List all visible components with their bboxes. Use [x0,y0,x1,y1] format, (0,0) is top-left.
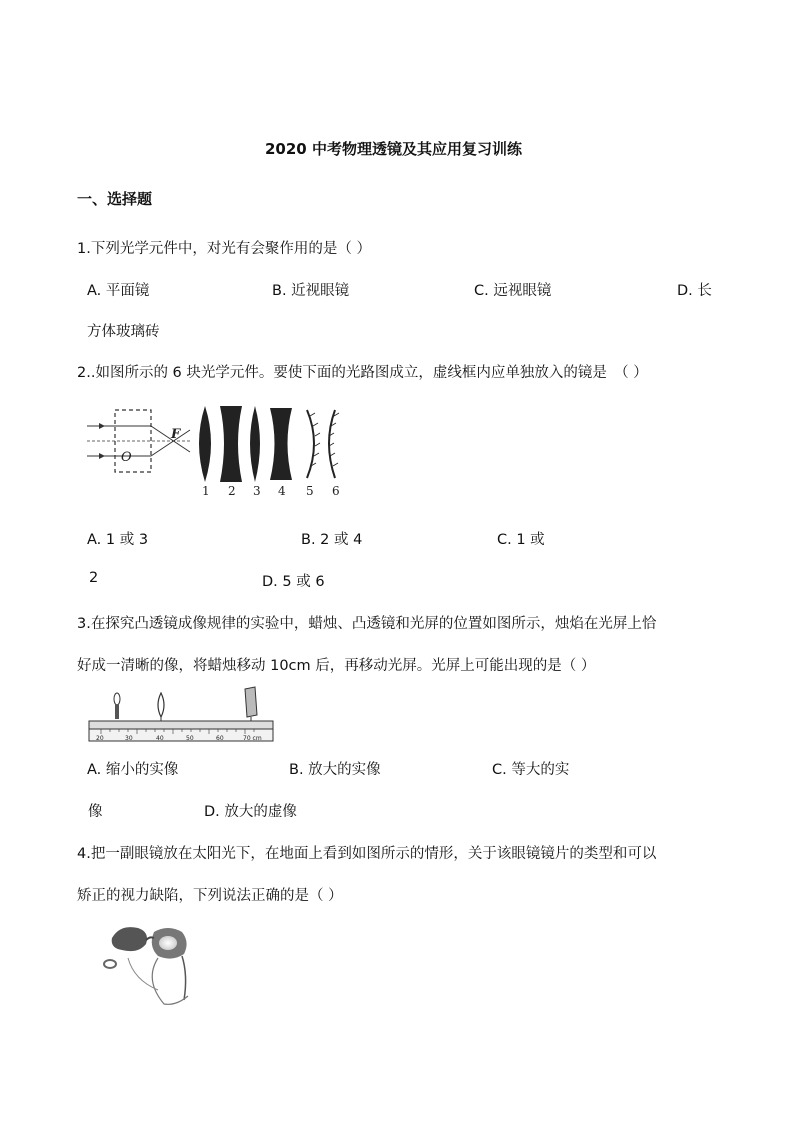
question-3-option-a: A. 缩小的实像 [87,762,179,778]
question-3-figure [87,685,277,745]
question-2-option-c-continued: 2 [89,570,99,586]
element-number: 4 [278,484,286,498]
question-3-stem-line-2: 好成一清晰的像，将蜡烛移动 10cm 后，再移动光屏。光屏上可能出现的是（ ） [77,658,596,674]
ruler-tick-label: 20 [96,735,104,742]
candle-flame [114,693,120,705]
question-2-stem: 2..如图所示的 6 块光学元件。要使下面的光路图成立，虚线框内应单独放入的镜是 （ ） [77,365,648,381]
question-2-option-d: D. 5 或 6 [262,574,325,590]
question-2-option-b: B. 2 或 4 [301,532,363,548]
question-3-option-d: D. 放大的虚像 [204,804,297,820]
ruler-tick-label: 60 [216,735,224,742]
ruler-tick-label: 50 [186,735,194,742]
focus-label: F [171,427,181,442]
box-label: O [121,450,132,465]
question-4-figure [98,920,198,1010]
question-1-option-a: A. 平面镜 [87,283,150,299]
question-2-option-c: C. 1 或 [497,532,545,548]
element-number: 3 [253,484,261,498]
light-screen [245,687,257,717]
optical-bench [89,721,273,729]
lens-shadow-dark [112,927,147,951]
question-3-option-c: C. 等大的实 [492,762,570,778]
convex-lens [158,693,164,717]
question-3-option-b: B. 放大的实像 [289,762,381,778]
element-number: 6 [332,484,340,498]
element-number: 1 [202,484,210,498]
ruler-tick-label: 70 cm [243,735,262,742]
question-2-figure [85,398,355,498]
question-3-option-c-continued: 像 [88,804,103,820]
question-1-option-b: B. 近视眼镜 [272,283,350,299]
question-4-stem-line-2: 矫正的视力缺陷，下列说法正确的是（ ） [77,888,343,904]
ruler-tick-label: 40 [156,735,164,742]
question-1-option-d: D. 长 [677,283,712,299]
question-1-stem: 1.下列光学元件中，对光有会聚作用的是（ ） [77,241,371,257]
document-title: 2020 中考物理透镜及其应用复习训练 [265,140,522,158]
question-3-stem-line-1: 3.在探究凸透镜成像规律的实验中，蜡烛、凸透镜和光屏的位置如图所示，烛焰在光屏上恰 [77,616,657,632]
question-4-stem-line-1: 4.把一副眼镜放在太阳光下，在地面上看到如图所示的情形，关于该眼镜镜片的类型和可以 [77,846,657,862]
section-heading: 一、选择题 [77,190,153,208]
question-1-option-d-continued: 方体玻璃砖 [87,324,160,340]
ruler-tick-label: 30 [125,735,133,742]
candle-body [115,705,119,719]
element-number: 5 [306,484,314,498]
question-2-option-a: A. 1 或 3 [87,532,149,548]
question-1-option-c: C. 远视眼镜 [474,283,552,299]
element-number: 2 [228,484,236,498]
